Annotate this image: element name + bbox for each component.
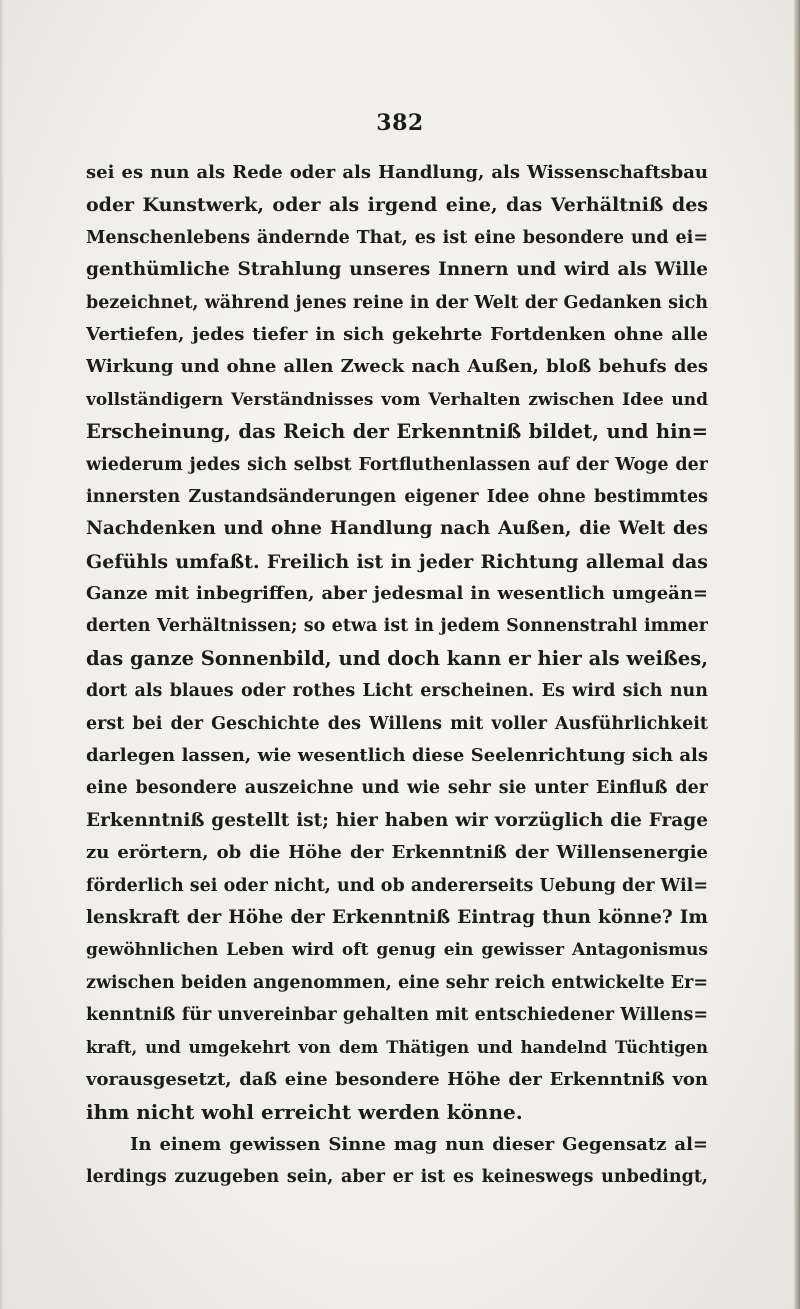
text-line: zu erörtern, ob die Höhe der Erkenntniß der Willensenergie [86, 842, 708, 864]
text-line: lenskraft der Höhe der Erkenntniß Eintrag thun könne? Im [86, 906, 708, 928]
text-line: Nachdenken und ohne Handlung nach Außen, die Welt des [86, 518, 708, 540]
text-line: gewöhnlichen Leben wird oft genug ein gewisser Antagonismus [86, 940, 708, 961]
text-line: In einem gewissen Sinne mag nun dieser Gegensatz al= [130, 1133, 708, 1155]
text-line: Vertiefen, jedes tiefer in sich gekehrte Fortdenken ohne alle [86, 323, 708, 345]
text-line: lerdings zuzugeben sein, aber er ist es keineswegs unbedingt, [86, 1167, 708, 1188]
page-number: 382 [376, 110, 424, 136]
text-line: darlegen lassen, wie wesentlich diese Seelenrichtung sich als [86, 745, 708, 767]
body-text [86, 157, 708, 1194]
text-line: bezeichnet, während jenes reine in der Welt der Gedanken sich [86, 292, 708, 313]
text-line: Wirkung und ohne allen Zweck nach Außen, bloß behufs des [86, 356, 708, 378]
text-line: innersten Zustandsänderungen eigener Idee ohne bestimmtes [86, 486, 708, 507]
text-line: oder Kunstwerk, oder als irgend eine, das Verhältniß des [86, 194, 708, 217]
text-line: kenntniß für unvereinbar gehalten mit entschiedener Willens= [86, 1005, 708, 1026]
text-line: Erkenntniß gestellt ist; hier haben wir vorzüglich die Frage [86, 809, 708, 831]
text-line: ihm nicht wohl erreicht werden könne. [86, 1100, 523, 1125]
text-line: dort als blaues oder rothes Licht erscheinen. Es wird sich nun [86, 681, 708, 702]
page-left-edge [0, 0, 4, 1309]
text-line: Ganze mit inbegriffen, aber jedesmal in wesentlich umgeän= [86, 583, 708, 605]
text-line: Menschenlebens ändernde That, es ist eine besondere und ei= [86, 227, 708, 248]
text-line: genthümliche Strahlung unseres Innern und wird als Wille [86, 259, 708, 281]
text-line: förderlich sei oder nicht, und ob andererseits Uebung der Wil= [86, 875, 708, 896]
text-line: Erscheinung, das Reich der Erkenntniß bildet, und hin= [86, 420, 708, 444]
text-line: eine besondere auszeichne und wie sehr sie unter Einfluß der [86, 778, 708, 799]
text-line: sei es nun als Rede oder als Handlung, als Wissenschaftsbau [86, 162, 708, 183]
text-line: kraft, und umgekehrt von dem Thätigen und handelnd Tüchtigen [86, 1037, 708, 1057]
text-line: das ganze Sonnenbild, und doch kann er hier als weißes, [86, 646, 708, 670]
text-line: erst bei der Geschichte des Willens mit voller Ausführlichkeit [86, 713, 708, 734]
page-right-edge [794, 0, 800, 1309]
text-line: zwischen beiden angenommen, eine sehr reich entwickelte Er= [86, 972, 708, 993]
text-line: derten Verhältnissen; so etwa ist in jedem Sonnenstrahl immer [86, 616, 708, 637]
text-line: wiederum jedes sich selbst Fortfluthenlassen auf der Woge der [86, 454, 708, 475]
text-line: Gefühls umfaßt. Freilich ist in jeder Richtung allemal das [86, 550, 708, 573]
text-line: vollständigern Verständnisses vom Verhalten zwischen Idee und [86, 389, 708, 410]
text-line: vorausgesetzt, daß eine besondere Höhe der Erkenntniß von [86, 1068, 708, 1090]
